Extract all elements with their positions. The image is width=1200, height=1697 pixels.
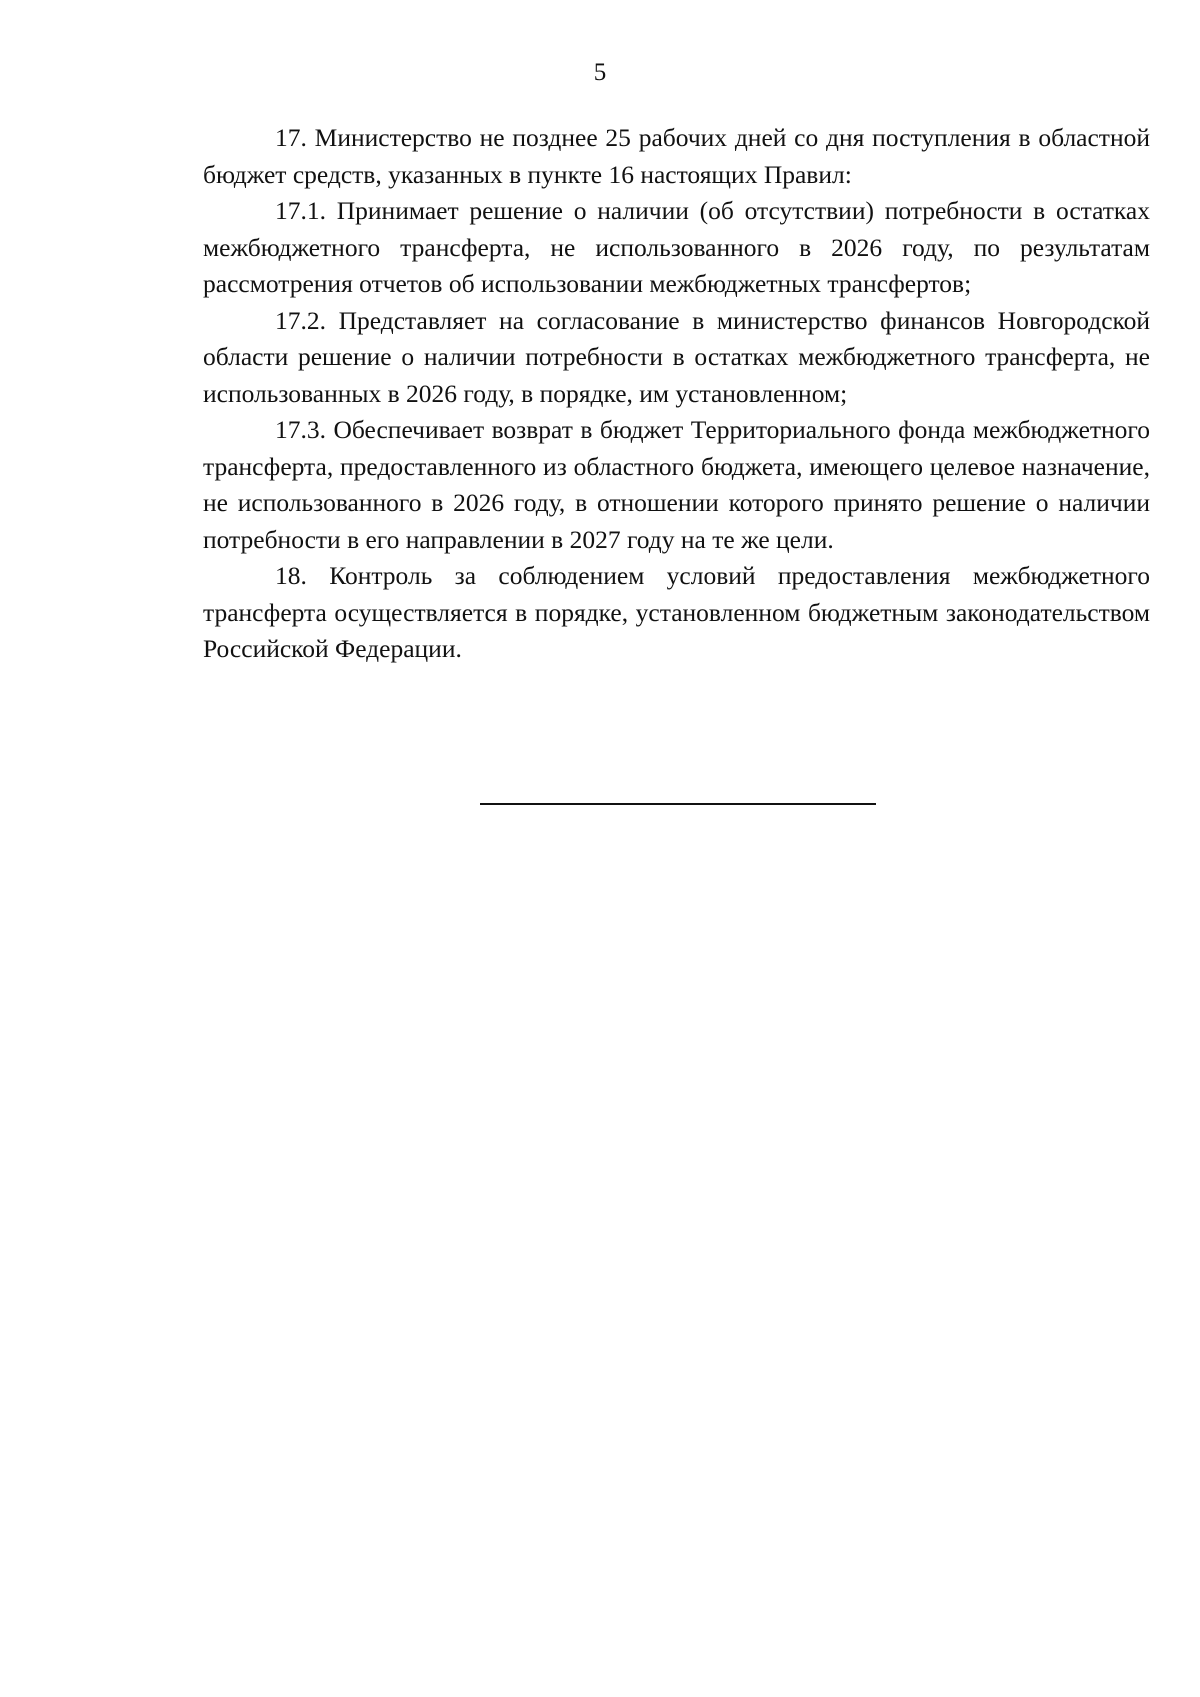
document-body	[203, 120, 1150, 668]
page-number: 5	[593, 59, 607, 86]
paragraph-17-3: 17.3. Обеспечивает возврат в бюджет Территориального фонда межбюджетного трансферта, предоставленного из областного бюджета, имеющего целевое назначение, не использованного в 2026 году, в отношении которого принято решение о наличии потребности в его направлении в 2027 году на те же цели.	[203, 415, 1150, 554]
paragraph-17-2: 17.2. Представляет на согласование в министерство финансов Новгородской области решение о наличии потребности в остатках межбюджетного трансферта, не использованных в 2026 году, в порядке, им установленном;	[203, 305, 1150, 408]
end-separator-line	[480, 803, 876, 805]
paragraph-17-1: 17.1. Принимает решение о наличии (об отсутствии) потребности в остатках межбюджетного трансферта, не использованного в 2026 году, по результатам рассмотрения отчетов об использовании межбюджетных трансфертов;	[203, 196, 1150, 298]
paragraph-17: 17. Министерство не позднее 25 рабочих дней со дня поступления в областной бюджет средств, указанных в пункте 16 настоящих Правил:	[203, 123, 1150, 189]
paragraph-18: 18. Контроль за соблюдением условий предоставления межбюджетного трансферта осуществляется в порядке, установленном бюджетным законодательством Российской Федерации.	[203, 561, 1150, 663]
